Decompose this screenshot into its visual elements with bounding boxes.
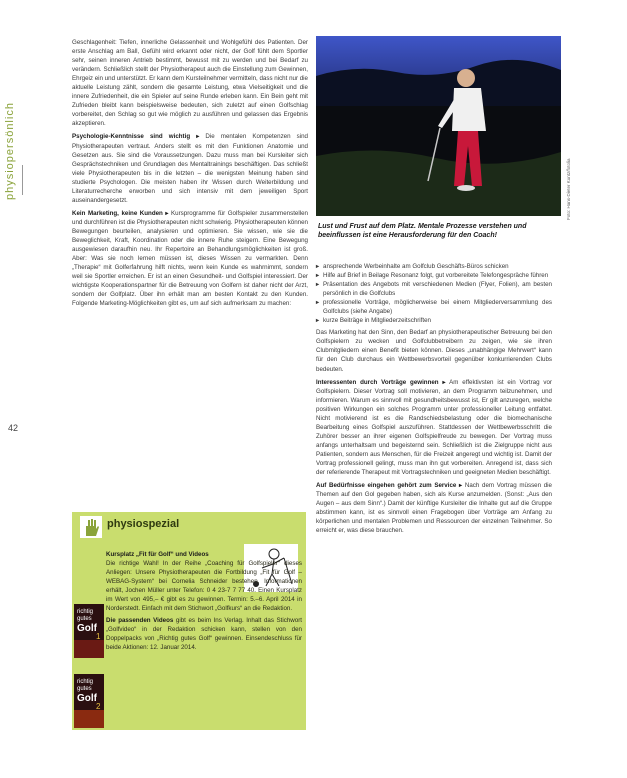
dvd-title-line1: richtig	[77, 609, 94, 615]
article-section	[72, 209, 308, 309]
list-item: ▸ Hilfe auf Brief in Beilage Resonanz folgt, gut vorbereitete Telefongespräche führen	[316, 272, 549, 280]
section-label: physiopersönlich	[4, 102, 16, 200]
dvd-number: 1	[96, 632, 101, 641]
arrow-icon: ▸	[316, 263, 320, 270]
right-column	[316, 262, 552, 539]
arrow-icon: ▸	[316, 272, 320, 280]
golfer-photo	[316, 36, 561, 216]
course-info	[106, 550, 302, 613]
physiospezial-title: physiospezial	[107, 518, 180, 530]
dvd-number: 2	[96, 702, 101, 711]
intro-paragraph: Geschlagenheit: Tiefen, innerliche Gelassenheit und Wohlgefühl des Patienten. Der erste Anschlag am Ball, Gefühl wird erkannt oder nicht, der Golf fühlt dem Sportler sehr, seinen inneren Antrieb bestimmt, bewusst mit zu werden und bei Bedarf zu verändern. Schließlich stellt der Physiotherapeut auch die Einstellung zum Gewinnen, Ehrgeiz ein und unterstützt. Er kann dem Kursteilnehmer vermitteln, dass nicht nur die aktuelle Leistung zählt, sondern die gesamte Leistung, etwa Vielseitigkeit und die innere Zufriedenheit, die ein Spieler auf seine Runde erleben kann. Ein Bein geht mit Zufrieden bleibt kann beispielsweise bedeuten, sich zuletzt auf einen Golfschlag vorbereitet, den Schlag so gut wie möglich zu ausführen und gelassen das Ergebnis akzeptieren.	[72, 39, 308, 128]
dvd-title-line3: Golf	[77, 623, 97, 634]
list-item: ▸ ansprechende Werbeinhalte am Golfclub Geschäfts-Büros schicken	[316, 263, 509, 270]
section-lead: Psychologie-Kenntnisse sind wichtig ▸	[72, 133, 200, 141]
marketing-bullet-list	[316, 262, 552, 325]
hand-icon	[80, 516, 102, 538]
section-lead: Kein Marketing, keine Kunden ▸	[72, 209, 169, 217]
physiospezial-text	[106, 550, 302, 655]
section-text: Die mentalen Kompetenzen sind Physiotherapeuten vertraut. Anders stellt es mit den Funktionen Anatomie und Gesetzen aus. Sie sind die Voraussetzungen. Dazu muss man bei Kursleiter sich Gesprächstechniken und Grundlagen des Mentaltrainings beschäftigen. Das schließt viele Physiotherapeuten bis in die letzten – die wenigsten Meinung haben sind studierte Psychologen. Die meisten haben ihr Wissen durch Weiterbildung und Literaturrecherche erworben und sich intensiv mit dem jeweiligen Sport auseinandergesetzt.	[72, 133, 308, 204]
section-text: Kursprogramme für Golfspieler zusammenstellen und durchführen ist die Physiotherapeuten nicht schwierig. Physiotherapeuten können Bewegungen beurteilen, analysieren und optimieren. Sie wissen, wie sie die Beweglichkeit, Kraft, Koordination oder die innere Ruhe steigern. Eine Bewegung ausgewiesen daraufhin neu. Ihr Repertoire an Behandlungsmöglichkeiten ist groß. Aber: Was sie noch lernen müssen ist, dieses Wissen zu vermarkten. Denn „Therapie“ mit Golferfahrung hilft nichts, wenn kein Kunde es wahrnimmt, sondern weil sie Sportler erreichen. Er ist an einen Gesundheit- und Golfspiel interessiert. Der wichtigste Kooperationspartner für die Betreuung von Golfern ist daher nicht der Arzt, sondern der Golfplatz. Über ihn erhält man am besten Kontakt zu den Kunden. Folgende Marketing-Möglichkeiten gibt es, um auf sich aufmerksam zu machen:	[72, 209, 308, 308]
list-item: ▸ kurze Beiträge in Mitgliederzeitschriften	[316, 317, 431, 325]
video-info	[106, 616, 302, 652]
left-column	[72, 38, 308, 312]
section-text: Am effektivsten ist ein Vortrag vor Golfspielern. Dieser Vortrag soll motivieren, an dem Programm teilzunehmen, und informieren. Warum es sinnvoll mit gesundheitsbewusst ist, Er gilt anzuregen, welche positiven Wirkungen ein solches Programm unter professioneller Leitung entfaltet. Nicht motivierend ist es die Randschiedsbelastung oder die biomechanische Bearbeitung eines Golfspiel auszuführen. Stattdessen der Wettbewerbsschritt die Zuhörer besser an ihrer eigenen Golfspielfreude zu bewegen. Der Vortrag muss anfangs unterhaltsam und begeisternd sein. Schließlich ist die Zielgruppe nicht aus Patienten, sondern aus Menschen, für die Freizeit angeregt und wichtig ist. Damit der Vortrag professionell gelingt, muss man ihn gut vorbereiten. Anregend ist, dass sich der referierende Therapeut mit Vortragstechniken und geeigneten Medien beschäftigt.	[316, 378, 552, 477]
dvd-title-line2: gutes	[77, 686, 92, 692]
article-section	[316, 378, 552, 478]
dvd-title-line2: gutes	[77, 616, 92, 622]
course-lead: Kursplatz „Fit für Golf“ und Videos	[106, 551, 209, 558]
arrow-icon: ▸	[316, 317, 320, 325]
arrow-icon: ▸	[316, 299, 320, 307]
article-section	[72, 132, 308, 204]
dvd-title-line1: richtig	[77, 679, 94, 685]
course-text: Die richtige Wahl! In der Reihe „Coaching für Golfspieler“ dieses Anliegen: Unsere Physiotherapeuten die Fortbildung „Fit für Golf – WEBAG-System“ bei Cornelia Schneider bestehen. Informationen erhält, Jochen Müller unter Telefon: 0 4 23-7 7 77 40. Einen Kursplatz im Wert von 495,– € gibt es zu gewinnen. Termin: 5.–6. April 2014 in Norderstedt. Einfach mit dem Stichwort „Golfkurs“ an die Redaktion.	[106, 560, 302, 612]
section-text: Nach dem Vortrag müssen die Themen auf den Gol gegeben haben, sich als Kurse anzumelden. (Sonst: „Aus den Augen – aus dem Sinn“.) Damit der künftige Kursleiter die Inhalte gut auf die Gruppe abstimmen kann, ist es sinnvoll einen Fragebogen über Vorträge am Anfang zu körperlichen und mentalen Problemen und Ressourcen der einzelnen Teilnehmer. So erreicht er, was diese brauchen.	[316, 482, 552, 535]
video-lead: Die passenden Videos	[106, 617, 174, 624]
section-lead: Auf Bedürfnisse eingehen gehört zum Service ▸	[316, 482, 463, 490]
page-number: 42	[8, 423, 19, 433]
section-lead: Interessenten durch Vorträge gewinnen ▸	[316, 378, 446, 386]
video-text: gibt es beim Ins Verlag. Inhalt das Stichwort „Golfvideo“ in der Redaktion schicken kann, stellen von den Doppelpacks von „Richtig gutes Golf“ gewinnen. Einsendeschluss für beide Aktionen: 12. Januar 2014.	[106, 617, 302, 651]
arrow-icon: ▸	[316, 281, 320, 289]
sidebar-rule	[22, 165, 23, 195]
list-item: ▸ Präsentation des Angebots mit verschiedenen Medien (Flyer, Folien), am besten persönlich in die Golfclubs	[316, 281, 552, 298]
dvd-cover-2	[74, 674, 104, 728]
article-section	[316, 481, 552, 535]
marketing-paragraph: Das Marketing hat den Sinn, den Bedarf an physiotherapeutischer Betreuung bei den Golfspielern zu wecken und Golfclubbetreibern zu zeigen, wie sie ihren Clubmitgliedern einen Benefit bieten können. Dieses „unabhängige Mehrwert“ kann für den Club durchaus ein Wettbewerbsvorteil gegenüber konkurrierenden Clubs bedeuten.	[316, 329, 552, 373]
photo-credit: Foto: Hans-Dieter Kuntz/fotolia	[566, 158, 571, 220]
dvd-title-line3: Golf	[77, 693, 97, 704]
list-item: ▸ professionelle Vorträge, möglicherweise bei einem Mitgliederversammlung des Golfclubs (siehe Angabe)	[316, 299, 552, 316]
photo-caption: Lust und Frust auf dem Platz. Mentale Prozesse verstehen und beeinflussen ist eine Herausforderung für den Coach!	[318, 223, 527, 239]
dvd-cover-1	[74, 604, 104, 658]
